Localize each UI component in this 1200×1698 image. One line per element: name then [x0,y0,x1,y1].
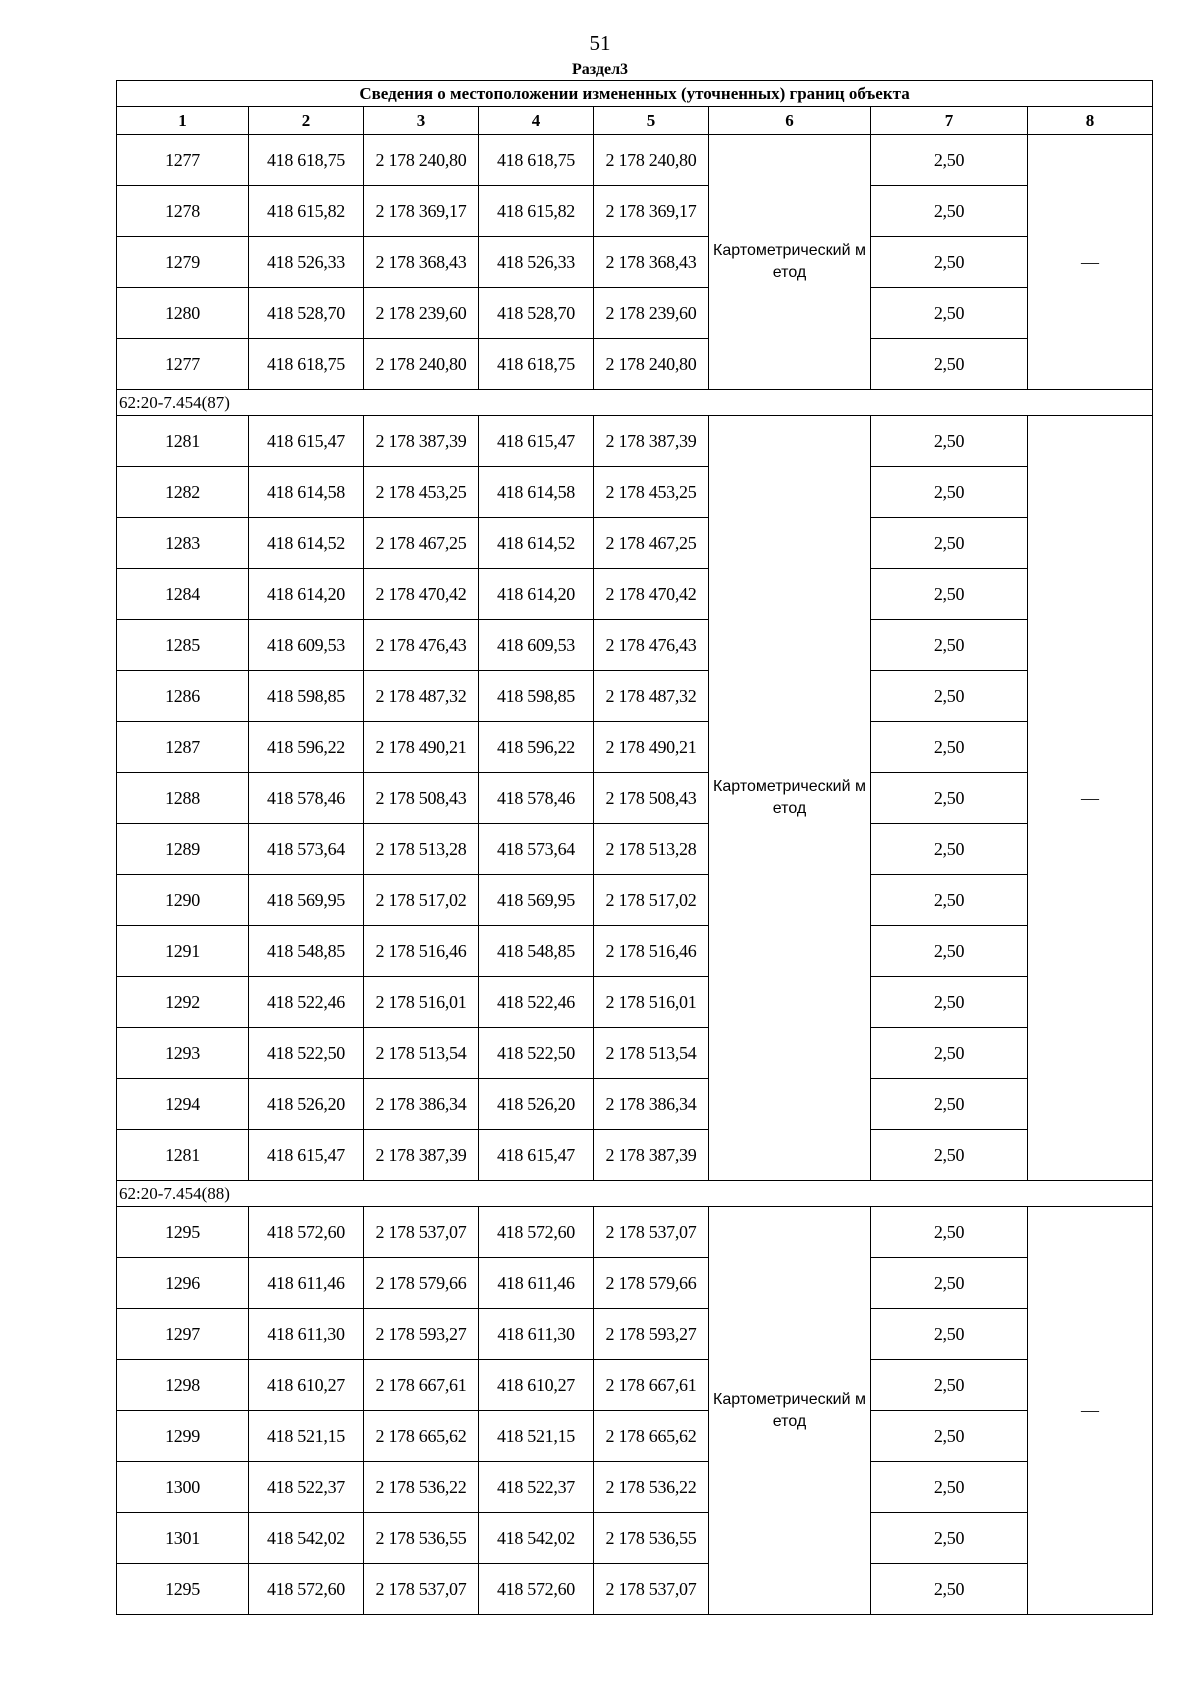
column-header: 6 [709,107,871,135]
table-row [117,569,1153,620]
y-refined: 2 178 368,43 [594,237,709,288]
description-dash: — [1028,135,1153,390]
table-body [117,81,1153,1615]
x-existing: 418 615,82 [249,186,364,237]
accuracy-value: 2,50 [871,1564,1028,1615]
y-existing: 2 178 369,17 [364,186,479,237]
x-existing: 418 522,50 [249,1028,364,1079]
table-row [117,1258,1153,1309]
accuracy-value: 2,50 [871,1028,1028,1079]
y-existing: 2 178 240,80 [364,339,479,390]
x-refined: 418 614,58 [479,467,594,518]
x-refined: 418 615,47 [479,416,594,467]
point-number: 1283 [117,518,249,569]
y-existing: 2 178 453,25 [364,467,479,518]
accuracy-value: 2,50 [871,1360,1028,1411]
y-existing: 2 178 387,39 [364,1130,479,1181]
parcel-number: 62:20-7.454(87) [117,390,1153,416]
header-row [117,107,1153,135]
point-number: 1291 [117,926,249,977]
accuracy-value: 2,50 [871,977,1028,1028]
point-number: 1286 [117,671,249,722]
point-number: 1300 [117,1462,249,1513]
x-existing: 418 615,47 [249,416,364,467]
x-existing: 418 614,58 [249,467,364,518]
accuracy-value: 2,50 [871,875,1028,926]
y-existing: 2 178 536,55 [364,1513,479,1564]
x-existing: 418 596,22 [249,722,364,773]
y-existing: 2 178 386,34 [364,1079,479,1130]
accuracy-value: 2,50 [871,1207,1028,1258]
table-row [117,773,1153,824]
x-refined: 418 609,53 [479,620,594,671]
point-number: 1288 [117,773,249,824]
accuracy-value: 2,50 [871,1411,1028,1462]
y-refined: 2 178 537,07 [594,1564,709,1615]
accuracy-value: 2,50 [871,135,1028,186]
accuracy-value: 2,50 [871,1130,1028,1181]
y-refined: 2 178 537,07 [594,1207,709,1258]
column-header: 1 [117,107,249,135]
point-number: 1279 [117,237,249,288]
point-number: 1280 [117,288,249,339]
table-row [117,1360,1153,1411]
table-row [117,926,1153,977]
column-header: 5 [594,107,709,135]
x-refined: 418 569,95 [479,875,594,926]
coordinates-table [116,80,1153,1615]
x-existing: 418 614,20 [249,569,364,620]
point-number: 1294 [117,1079,249,1130]
x-refined: 418 578,46 [479,773,594,824]
x-existing: 418 614,52 [249,518,364,569]
y-existing: 2 178 490,21 [364,722,479,773]
x-refined: 418 522,37 [479,1462,594,1513]
y-refined: 2 178 516,01 [594,977,709,1028]
table-row [117,467,1153,518]
column-header: 7 [871,107,1028,135]
y-existing: 2 178 239,60 [364,288,479,339]
table-row [117,1207,1153,1258]
determination-method: Картометрический метод [709,135,871,390]
x-refined: 418 522,50 [479,1028,594,1079]
x-refined: 418 526,20 [479,1079,594,1130]
y-refined: 2 178 239,60 [594,288,709,339]
point-number: 1281 [117,1130,249,1181]
y-existing: 2 178 516,01 [364,977,479,1028]
y-refined: 2 178 387,39 [594,416,709,467]
parcel-group-row [117,1181,1153,1207]
parcel-group-row [117,390,1153,416]
table-row [117,1462,1153,1513]
table-row [117,339,1153,390]
x-refined: 418 528,70 [479,288,594,339]
x-refined: 418 615,82 [479,186,594,237]
description-dash: — [1028,1207,1153,1615]
x-refined: 418 615,47 [479,1130,594,1181]
y-refined: 2 178 490,21 [594,722,709,773]
table-row [117,1028,1153,1079]
y-refined: 2 178 487,32 [594,671,709,722]
x-existing: 418 526,20 [249,1079,364,1130]
y-refined: 2 178 467,25 [594,518,709,569]
x-existing: 418 611,30 [249,1309,364,1360]
y-existing: 2 178 487,32 [364,671,479,722]
page-number: 51 [589,31,611,55]
point-number: 1295 [117,1564,249,1615]
x-existing: 418 569,95 [249,875,364,926]
y-existing: 2 178 240,80 [364,135,479,186]
y-refined: 2 178 387,39 [594,1130,709,1181]
accuracy-value: 2,50 [871,824,1028,875]
x-existing: 418 572,60 [249,1207,364,1258]
accuracy-value: 2,50 [871,773,1028,824]
table-caption: Сведения о местоположении измененных (уточненных) границ объекта [117,81,1153,107]
point-number: 1301 [117,1513,249,1564]
accuracy-value: 2,50 [871,1309,1028,1360]
x-existing: 418 521,15 [249,1411,364,1462]
accuracy-value: 2,50 [871,237,1028,288]
x-refined: 418 572,60 [479,1564,594,1615]
point-number: 1285 [117,620,249,671]
y-refined: 2 178 240,80 [594,135,709,186]
x-existing: 418 528,70 [249,288,364,339]
y-refined: 2 178 240,80 [594,339,709,390]
y-existing: 2 178 579,66 [364,1258,479,1309]
accuracy-value: 2,50 [871,926,1028,977]
x-refined: 418 521,15 [479,1411,594,1462]
x-refined: 418 596,22 [479,722,594,773]
x-existing: 418 522,46 [249,977,364,1028]
point-number: 1295 [117,1207,249,1258]
y-refined: 2 178 369,17 [594,186,709,237]
point-number: 1278 [117,186,249,237]
y-existing: 2 178 517,02 [364,875,479,926]
table-row [117,722,1153,773]
x-existing: 418 611,46 [249,1258,364,1309]
y-refined: 2 178 517,02 [594,875,709,926]
x-existing: 418 598,85 [249,671,364,722]
point-number: 1296 [117,1258,249,1309]
point-number: 1290 [117,875,249,926]
table-row [117,518,1153,569]
x-existing: 418 573,64 [249,824,364,875]
point-number: 1293 [117,1028,249,1079]
x-refined: 418 614,52 [479,518,594,569]
x-existing: 418 548,85 [249,926,364,977]
x-existing: 418 618,75 [249,339,364,390]
y-existing: 2 178 470,42 [364,569,479,620]
x-existing: 418 610,27 [249,1360,364,1411]
y-refined: 2 178 665,62 [594,1411,709,1462]
y-existing: 2 178 665,62 [364,1411,479,1462]
table-row [117,671,1153,722]
accuracy-value: 2,50 [871,620,1028,671]
x-existing: 418 572,60 [249,1564,364,1615]
accuracy-value: 2,50 [871,1462,1028,1513]
y-existing: 2 178 536,22 [364,1462,479,1513]
y-existing: 2 178 593,27 [364,1309,479,1360]
y-refined: 2 178 579,66 [594,1258,709,1309]
table-row [117,977,1153,1028]
accuracy-value: 2,50 [871,288,1028,339]
accuracy-value: 2,50 [871,467,1028,518]
x-existing: 418 615,47 [249,1130,364,1181]
y-refined: 2 178 536,55 [594,1513,709,1564]
x-refined: 418 548,85 [479,926,594,977]
y-existing: 2 178 537,07 [364,1207,479,1258]
point-number: 1287 [117,722,249,773]
accuracy-value: 2,50 [871,722,1028,773]
y-existing: 2 178 467,25 [364,518,479,569]
point-number: 1297 [117,1309,249,1360]
x-refined: 418 542,02 [479,1513,594,1564]
column-header: 8 [1028,107,1153,135]
table-row [117,824,1153,875]
x-refined: 418 611,46 [479,1258,594,1309]
accuracy-value: 2,50 [871,186,1028,237]
y-refined: 2 178 513,28 [594,824,709,875]
table-row [117,1411,1153,1462]
determination-method: Картометрический метод [709,1207,871,1615]
x-existing: 418 618,75 [249,135,364,186]
x-refined: 418 526,33 [479,237,594,288]
x-existing: 418 542,02 [249,1513,364,1564]
table-row [117,1079,1153,1130]
accuracy-value: 2,50 [871,518,1028,569]
point-number: 1277 [117,135,249,186]
y-existing: 2 178 513,54 [364,1028,479,1079]
x-refined: 418 610,27 [479,1360,594,1411]
x-existing: 418 578,46 [249,773,364,824]
column-header: 3 [364,107,479,135]
y-existing: 2 178 387,39 [364,416,479,467]
determination-method: Картометрический метод [709,416,871,1181]
y-existing: 2 178 516,46 [364,926,479,977]
y-existing: 2 178 513,28 [364,824,479,875]
x-existing: 418 522,37 [249,1462,364,1513]
table-row [117,875,1153,926]
x-refined: 418 522,46 [479,977,594,1028]
table-row [117,1309,1153,1360]
caption-row [117,81,1153,107]
parcel-number: 62:20-7.454(88) [117,1181,1153,1207]
y-refined: 2 178 516,46 [594,926,709,977]
accuracy-value: 2,50 [871,1079,1028,1130]
table-row [117,237,1153,288]
table-row [117,1130,1153,1181]
accuracy-value: 2,50 [871,569,1028,620]
table-row [117,416,1153,467]
table-row [117,620,1153,671]
x-existing: 418 526,33 [249,237,364,288]
accuracy-value: 2,50 [871,416,1028,467]
x-existing: 418 609,53 [249,620,364,671]
point-number: 1292 [117,977,249,1028]
table-row [117,186,1153,237]
y-existing: 2 178 667,61 [364,1360,479,1411]
x-refined: 418 614,20 [479,569,594,620]
point-number: 1299 [117,1411,249,1462]
y-refined: 2 178 386,34 [594,1079,709,1130]
x-refined: 418 618,75 [479,135,594,186]
table-row [117,288,1153,339]
point-number: 1298 [117,1360,249,1411]
description-dash: — [1028,416,1153,1181]
table-row [117,135,1153,186]
y-existing: 2 178 476,43 [364,620,479,671]
x-refined: 418 598,85 [479,671,594,722]
table-row [117,1513,1153,1564]
column-header: 4 [479,107,594,135]
point-number: 1277 [117,339,249,390]
accuracy-value: 2,50 [871,1258,1028,1309]
y-refined: 2 178 508,43 [594,773,709,824]
y-existing: 2 178 368,43 [364,237,479,288]
point-number: 1284 [117,569,249,620]
accuracy-value: 2,50 [871,339,1028,390]
x-refined: 418 611,30 [479,1309,594,1360]
y-refined: 2 178 470,42 [594,569,709,620]
point-number: 1281 [117,416,249,467]
y-refined: 2 178 536,22 [594,1462,709,1513]
column-header: 2 [249,107,364,135]
accuracy-value: 2,50 [871,1513,1028,1564]
y-existing: 2 178 537,07 [364,1564,479,1615]
y-refined: 2 178 667,61 [594,1360,709,1411]
y-refined: 2 178 593,27 [594,1309,709,1360]
x-refined: 418 573,64 [479,824,594,875]
y-refined: 2 178 476,43 [594,620,709,671]
y-refined: 2 178 453,25 [594,467,709,518]
section-title: Раздел3 [571,61,629,78]
table-row [117,1564,1153,1615]
x-refined: 418 618,75 [479,339,594,390]
point-number: 1289 [117,824,249,875]
y-existing: 2 178 508,43 [364,773,479,824]
x-refined: 418 572,60 [479,1207,594,1258]
point-number: 1282 [117,467,249,518]
y-refined: 2 178 513,54 [594,1028,709,1079]
accuracy-value: 2,50 [871,671,1028,722]
